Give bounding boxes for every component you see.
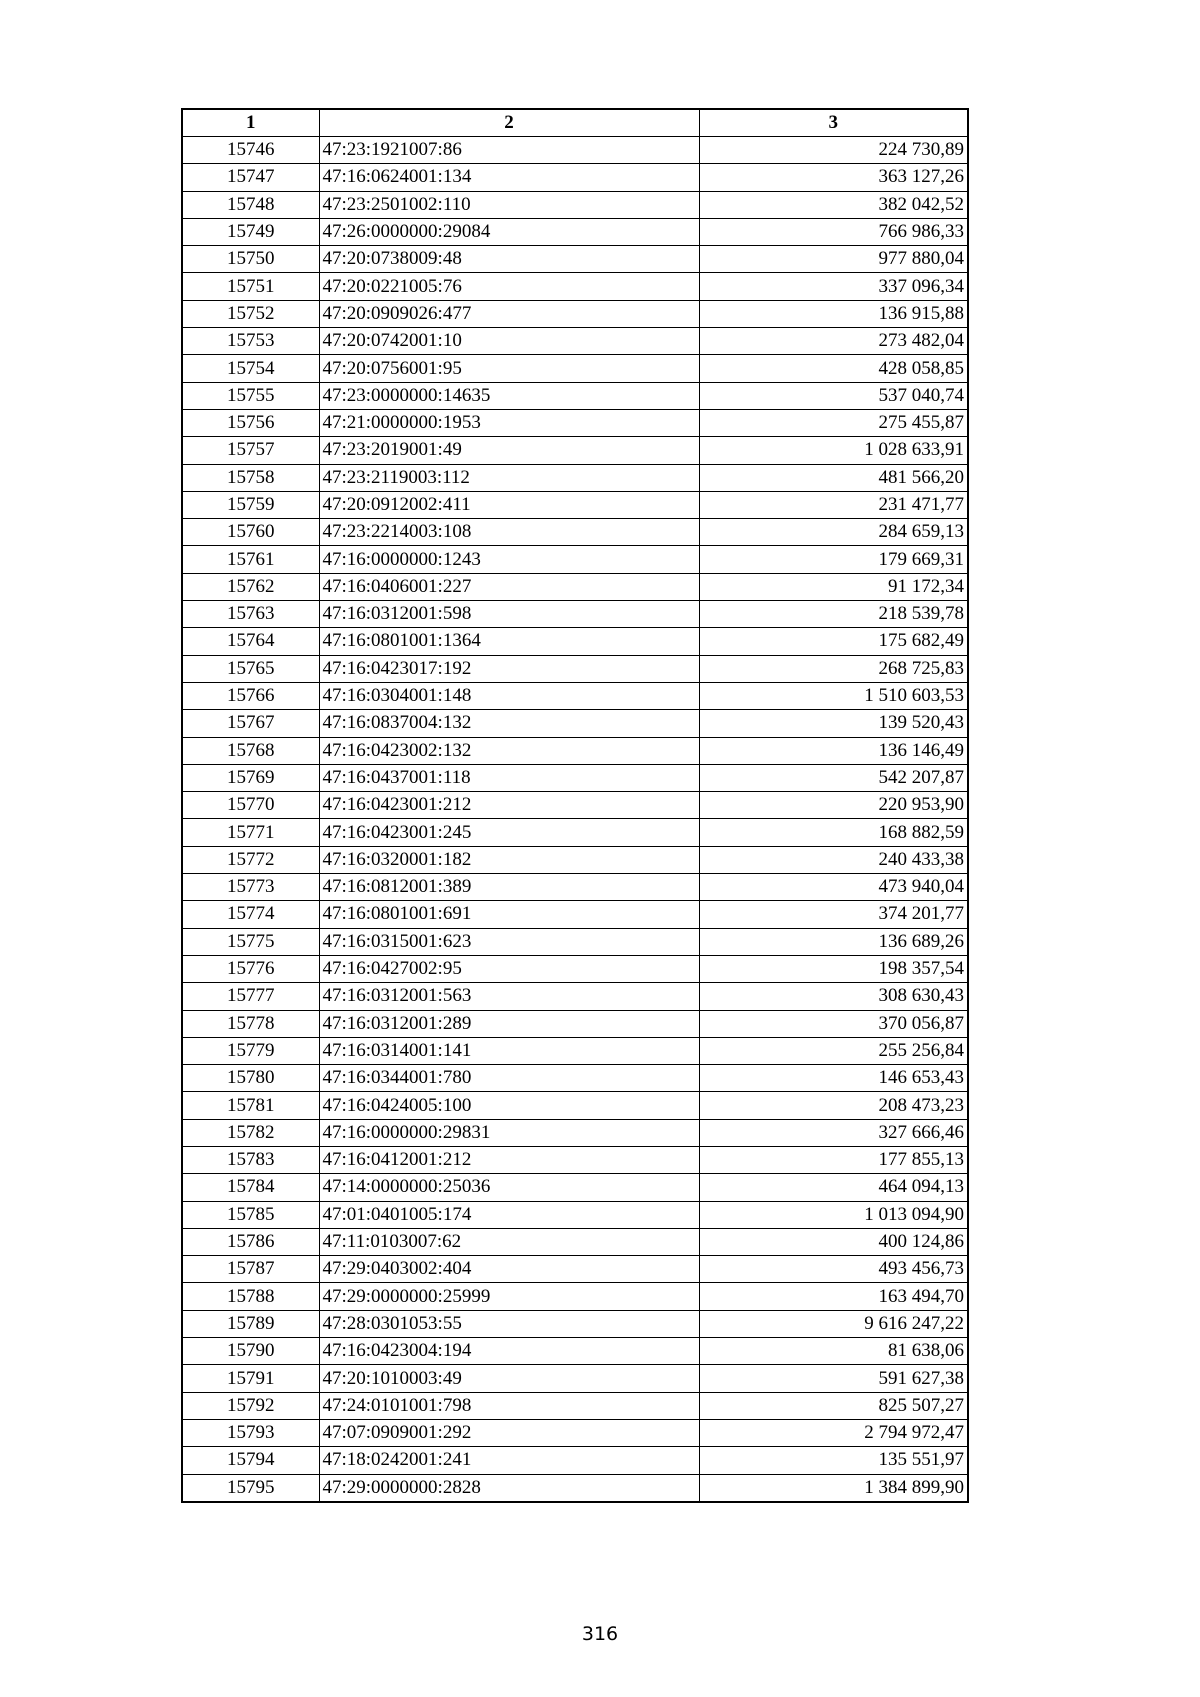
cadastral-number-cell: 47:23:2214003:108 [319,519,699,546]
value-cell: 218 539,78 [699,601,968,628]
value-cell: 337 096,34 [699,273,968,300]
table-row [182,1447,968,1474]
value-cell: 268 725,83 [699,655,968,682]
cadastral-number-cell: 47:16:0423001:245 [319,819,699,846]
table-row [182,191,968,218]
table-row [182,1201,968,1228]
row-number-cell: 15755 [182,382,319,409]
row-number-cell: 15770 [182,792,319,819]
row-number-cell: 15758 [182,464,319,491]
value-cell: 139 520,43 [699,710,968,737]
table-row [182,983,968,1010]
cadastral-number-cell: 47:16:0320001:182 [319,846,699,873]
table-row [182,874,968,901]
table-row [182,1174,968,1201]
table-row [182,546,968,573]
value-cell: 177 855,13 [699,1146,968,1173]
cadastral-number-cell: 47:20:0221005:76 [319,273,699,300]
data-table [181,108,969,1503]
row-number-cell: 15780 [182,1065,319,1092]
row-number-cell: 15785 [182,1201,319,1228]
value-cell: 135 551,97 [699,1447,968,1474]
cadastral-number-cell: 47:23:0000000:14635 [319,382,699,409]
table-row [182,519,968,546]
table-row [182,328,968,355]
table-row [182,710,968,737]
cadastral-number-cell: 47:20:0912002:411 [319,491,699,518]
cadastral-number-cell: 47:16:0412001:212 [319,1146,699,1173]
table-row [182,1419,968,1446]
row-number-cell: 15767 [182,710,319,737]
row-number-cell: 15771 [182,819,319,846]
value-cell: 977 880,04 [699,246,968,273]
cadastral-number-cell: 47:16:0624001:134 [319,164,699,191]
column-header-3: 3 [699,109,968,137]
table-row [182,1010,968,1037]
table-row [182,1256,968,1283]
table-row [182,464,968,491]
value-cell: 168 882,59 [699,819,968,846]
cadastral-number-cell: 47:20:0742001:10 [319,328,699,355]
value-cell: 81 638,06 [699,1338,968,1365]
table-row [182,682,968,709]
value-cell: 275 455,87 [699,409,968,436]
row-number-cell: 15794 [182,1447,319,1474]
row-number-cell: 15762 [182,573,319,600]
value-cell: 537 040,74 [699,382,968,409]
row-number-cell: 15750 [182,246,319,273]
row-number-cell: 15776 [182,955,319,982]
row-number-cell: 15787 [182,1256,319,1283]
header-row [182,109,968,137]
table-row [182,246,968,273]
cadastral-number-cell: 47:20:1010003:49 [319,1365,699,1392]
cadastral-number-cell: 47:20:0738009:48 [319,246,699,273]
cadastral-number-cell: 47:16:0406001:227 [319,573,699,600]
row-number-cell: 15782 [182,1119,319,1146]
row-number-cell: 15749 [182,218,319,245]
value-cell: 542 207,87 [699,764,968,791]
cadastral-number-cell: 47:16:0423004:194 [319,1338,699,1365]
table-body [182,137,968,1502]
row-number-cell: 15759 [182,491,319,518]
cadastral-number-cell: 47:07:0909001:292 [319,1419,699,1446]
table-header [182,109,968,137]
row-number-cell: 15752 [182,300,319,327]
row-number-cell: 15790 [182,1338,319,1365]
value-cell: 9 616 247,22 [699,1310,968,1337]
table-row [182,409,968,436]
cadastral-number-cell: 47:23:1921007:86 [319,137,699,164]
cadastral-number-cell: 47:14:0000000:25036 [319,1174,699,1201]
table-row [182,491,968,518]
row-number-cell: 15775 [182,928,319,955]
table-row [182,792,968,819]
value-cell: 175 682,49 [699,628,968,655]
cadastral-number-cell: 47:23:2019001:49 [319,437,699,464]
table-row [182,137,968,164]
cadastral-number-cell: 47:26:0000000:29084 [319,218,699,245]
cadastral-number-cell: 47:28:0301053:55 [319,1310,699,1337]
table-row [182,1146,968,1173]
row-number-cell: 15769 [182,764,319,791]
row-number-cell: 15766 [182,682,319,709]
value-cell: 1 013 094,90 [699,1201,968,1228]
cadastral-number-cell: 47:21:0000000:1953 [319,409,699,436]
table-row [182,1092,968,1119]
table-row [182,601,968,628]
value-cell: 464 094,13 [699,1174,968,1201]
row-number-cell: 15789 [182,1310,319,1337]
value-cell: 825 507,27 [699,1392,968,1419]
value-cell: 224 730,89 [699,137,968,164]
value-cell: 231 471,77 [699,491,968,518]
row-number-cell: 15779 [182,1037,319,1064]
value-cell: 428 058,85 [699,355,968,382]
row-number-cell: 15788 [182,1283,319,1310]
table-row [182,1392,968,1419]
cadastral-number-cell: 47:16:0801001:691 [319,901,699,928]
row-number-cell: 15793 [182,1419,319,1446]
cadastral-number-cell: 47:16:0423017:192 [319,655,699,682]
cadastral-number-cell: 47:23:2501002:110 [319,191,699,218]
table-row [182,300,968,327]
cadastral-number-cell: 47:29:0403002:404 [319,1256,699,1283]
cadastral-number-cell: 47:11:0103007:62 [319,1228,699,1255]
value-cell: 1 384 899,90 [699,1474,968,1502]
cadastral-number-cell: 47:16:0315001:623 [319,928,699,955]
row-number-cell: 15760 [182,519,319,546]
table-row [182,1119,968,1146]
value-cell: 382 042,52 [699,191,968,218]
table-row [182,1283,968,1310]
cadastral-number-cell: 47:16:0437001:118 [319,764,699,791]
column-header-2: 2 [319,109,699,137]
row-number-cell: 15746 [182,137,319,164]
value-cell: 473 940,04 [699,874,968,901]
row-number-cell: 15756 [182,409,319,436]
row-number-cell: 15781 [182,1092,319,1119]
row-number-cell: 15795 [182,1474,319,1502]
value-cell: 370 056,87 [699,1010,968,1037]
value-cell: 308 630,43 [699,983,968,1010]
row-number-cell: 15747 [182,164,319,191]
cadastral-number-cell: 47:16:0801001:1364 [319,628,699,655]
value-cell: 284 659,13 [699,519,968,546]
table-row [182,628,968,655]
row-number-cell: 15764 [182,628,319,655]
table-row [182,928,968,955]
row-number-cell: 15763 [182,601,319,628]
cadastral-number-cell: 47:16:0000000:29831 [319,1119,699,1146]
row-number-cell: 15777 [182,983,319,1010]
value-cell: 208 473,23 [699,1092,968,1119]
cadastral-number-cell: 47:16:0427002:95 [319,955,699,982]
table-row [182,1065,968,1092]
table-row [182,273,968,300]
table-row [182,1310,968,1337]
value-cell: 327 666,46 [699,1119,968,1146]
table-row [182,655,968,682]
row-number-cell: 15765 [182,655,319,682]
table-row [182,382,968,409]
cadastral-number-cell: 47:16:0000000:1243 [319,546,699,573]
value-cell: 363 127,26 [699,164,968,191]
value-cell: 2 794 972,47 [699,1419,968,1446]
table-row [182,737,968,764]
cadastral-number-cell: 47:29:0000000:25999 [319,1283,699,1310]
row-number-cell: 15761 [182,546,319,573]
value-cell: 1 028 633,91 [699,437,968,464]
row-number-cell: 15778 [182,1010,319,1037]
value-cell: 493 456,73 [699,1256,968,1283]
cadastral-number-cell: 47:16:0423001:212 [319,792,699,819]
page-number: 316 [581,1623,619,1645]
cadastral-number-cell: 47:20:0909026:477 [319,300,699,327]
row-number-cell: 15783 [182,1146,319,1173]
row-number-cell: 15784 [182,1174,319,1201]
value-cell: 146 653,43 [699,1065,968,1092]
row-number-cell: 15786 [182,1228,319,1255]
cadastral-number-cell: 47:16:0314001:141 [319,1037,699,1064]
row-number-cell: 15753 [182,328,319,355]
cadastral-number-cell: 47:01:0401005:174 [319,1201,699,1228]
cadastral-number-cell: 47:16:0312001:598 [319,601,699,628]
table-row [182,846,968,873]
row-number-cell: 15748 [182,191,319,218]
table-row [182,1474,968,1502]
cadastral-number-cell: 47:16:0812001:389 [319,874,699,901]
value-cell: 1 510 603,53 [699,682,968,709]
value-cell: 136 146,49 [699,737,968,764]
cadastral-number-cell: 47:16:0837004:132 [319,710,699,737]
cadastral-number-cell: 47:20:0756001:95 [319,355,699,382]
cadastral-number-cell: 47:29:0000000:2828 [319,1474,699,1502]
value-cell: 198 357,54 [699,955,968,982]
table-row [182,1365,968,1392]
cadastral-number-cell: 47:24:0101001:798 [319,1392,699,1419]
table-row [182,955,968,982]
row-number-cell: 15751 [182,273,319,300]
table-row [182,764,968,791]
cadastral-number-cell: 47:16:0344001:780 [319,1065,699,1092]
cadastral-number-cell: 47:16:0304001:148 [319,682,699,709]
value-cell: 374 201,77 [699,901,968,928]
cadastral-number-cell: 47:18:0242001:241 [319,1447,699,1474]
table-row [182,355,968,382]
value-cell: 163 494,70 [699,1283,968,1310]
row-number-cell: 15772 [182,846,319,873]
row-number-cell: 15791 [182,1365,319,1392]
value-cell: 91 172,34 [699,573,968,600]
row-number-cell: 15773 [182,874,319,901]
value-cell: 481 566,20 [699,464,968,491]
value-cell: 766 986,33 [699,218,968,245]
cadastral-number-cell: 47:16:0423002:132 [319,737,699,764]
row-number-cell: 15754 [182,355,319,382]
value-cell: 400 124,86 [699,1228,968,1255]
table-row [182,437,968,464]
cadastral-number-cell: 47:16:0312001:289 [319,1010,699,1037]
table-row [182,1338,968,1365]
value-cell: 136 689,26 [699,928,968,955]
column-header-1: 1 [182,109,319,137]
table-row [182,1037,968,1064]
value-cell: 179 669,31 [699,546,968,573]
value-cell: 273 482,04 [699,328,968,355]
table-row [182,901,968,928]
table-row [182,573,968,600]
table-row [182,1228,968,1255]
row-number-cell: 15774 [182,901,319,928]
cadastral-number-cell: 47:23:2119003:112 [319,464,699,491]
value-cell: 255 256,84 [699,1037,968,1064]
value-cell: 591 627,38 [699,1365,968,1392]
value-cell: 136 915,88 [699,300,968,327]
table-row [182,819,968,846]
table-row [182,218,968,245]
cadastral-number-cell: 47:16:0424005:100 [319,1092,699,1119]
table-row [182,164,968,191]
value-cell: 240 433,38 [699,846,968,873]
value-cell: 220 953,90 [699,792,968,819]
row-number-cell: 15768 [182,737,319,764]
row-number-cell: 15757 [182,437,319,464]
row-number-cell: 15792 [182,1392,319,1419]
cadastral-number-cell: 47:16:0312001:563 [319,983,699,1010]
